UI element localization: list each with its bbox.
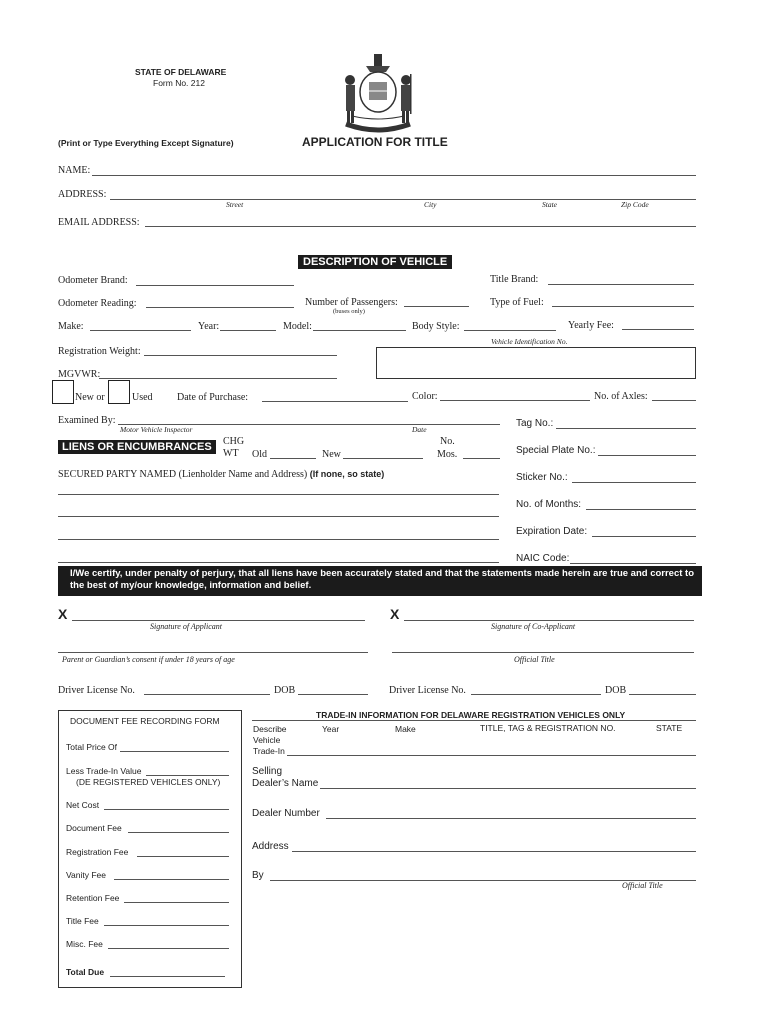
net-cost-label: Net Cost	[66, 800, 100, 810]
applicant-signature-line[interactable]	[72, 620, 365, 621]
naic-label: NAIC Code:	[516, 553, 570, 564]
by-label: By	[252, 870, 264, 881]
state-name: STATE OF DELAWARE	[135, 67, 227, 77]
odometer-brand-line[interactable]	[136, 285, 294, 286]
applicant-signature-caption: Signature of Applicant	[150, 622, 222, 631]
vanity-fee-line[interactable]	[114, 879, 229, 880]
secured-party-text: SECURED PARTY NAMED (Lienholder Name and Address)	[58, 469, 308, 480]
secured-party-label	[58, 469, 384, 480]
driver-license-label-1: Driver License No.	[58, 685, 135, 696]
passengers-label: Number of Passengers:	[305, 297, 398, 308]
dob-label-2: DOB	[605, 685, 627, 696]
new-checkbox[interactable]	[52, 380, 74, 404]
coapplicant-x-mark: X	[390, 606, 400, 622]
dob-label-1: DOB	[274, 685, 296, 696]
driver-license-line-2[interactable]	[471, 694, 601, 695]
official-title-line[interactable]	[392, 652, 694, 653]
buses-only-caption: (buses only)	[333, 308, 365, 315]
title-brand-label: Title Brand:	[490, 274, 539, 285]
total-price-line[interactable]	[120, 751, 229, 752]
name-label: NAME:	[58, 165, 91, 176]
describe-line-1: Describe	[253, 724, 287, 734]
color-label: Color:	[412, 391, 438, 402]
odometer-reading-line[interactable]	[146, 307, 294, 308]
official-title-caption: Official Title	[514, 655, 555, 664]
body-style-label: Body Style:	[412, 321, 460, 332]
if-none-text: (If none, so state)	[309, 469, 385, 479]
fuel-label: Type of Fuel:	[490, 297, 544, 308]
driver-license-label-2: Driver License No.	[389, 685, 466, 696]
examined-by-label: Examined By:	[58, 415, 116, 426]
naic-line[interactable]	[570, 563, 696, 564]
de-registered-caption: (DE REGISTERED VEHICLES ONLY)	[76, 777, 221, 787]
total-due-line[interactable]	[110, 976, 225, 977]
tradein-address-line[interactable]	[292, 851, 696, 852]
reg-weight-label: Registration Weight:	[58, 346, 141, 357]
certification-statement: I/We certify, under penalty of perjury, that all liens have been accurately stated and that the statements made herein are true and correct to the best of my/our knowledge, information and belief.	[58, 566, 702, 596]
yearly-fee-line[interactable]	[622, 329, 694, 330]
description-heading: DESCRIPTION OF VEHICLE	[298, 255, 452, 269]
tradein-title: TRADE-IN INFORMATION FOR DELAWARE REGISTRATION VEHICLES ONLY	[316, 710, 626, 720]
title-fee-label: Title Fee	[66, 916, 99, 926]
fee-form-title: DOCUMENT FEE RECORDING FORM	[70, 716, 220, 726]
coapplicant-signature-line[interactable]	[404, 620, 694, 621]
tradein-vehicle-line[interactable]	[287, 755, 696, 756]
mos-label: Mos.	[437, 449, 458, 460]
date-purchase-label: Date of Purchase:	[177, 392, 249, 403]
mos-line[interactable]	[463, 458, 500, 459]
form-title: APPLICATION FOR TITLE	[302, 135, 448, 149]
coapplicant-signature-caption: Signature of Co-Applicant	[491, 622, 576, 631]
expiration-label: Expiration Date:	[516, 526, 588, 537]
wt-label: WT	[223, 448, 239, 459]
axles-line[interactable]	[652, 400, 696, 401]
make-label: Make:	[58, 321, 84, 332]
axles-label: No. of Axles:	[594, 391, 648, 402]
form-number: Form No. 212	[153, 78, 205, 88]
applicant-x-mark: X	[58, 606, 68, 622]
reg-weight-line[interactable]	[144, 355, 337, 356]
make-line[interactable]	[90, 330, 191, 331]
less-tradein-label: Less Trade-In Value	[66, 766, 142, 776]
mgvwr-label: MGVWR:	[58, 369, 101, 380]
old-line[interactable]	[270, 458, 316, 459]
net-cost-line[interactable]	[104, 809, 229, 810]
chg-label: CHG	[223, 436, 245, 447]
zip-caption: Zip Code	[621, 200, 649, 209]
expiration-line[interactable]	[592, 536, 696, 537]
used-checkbox[interactable]	[108, 380, 130, 404]
registration-fee-label: Registration Fee	[66, 847, 129, 857]
state-seal-icon	[336, 50, 420, 134]
new-wt-line[interactable]	[343, 458, 423, 459]
tradein-state-header: STATE	[656, 723, 683, 733]
dealer-number-label: Dealer Number	[252, 808, 320, 819]
title-fee-line[interactable]	[104, 925, 229, 926]
misc-fee-label: Misc. Fee	[66, 939, 103, 949]
total-price-label: Total Price Of	[66, 742, 118, 752]
special-plate-line[interactable]	[598, 455, 696, 456]
old-label: Old	[252, 449, 267, 460]
tradein-top-rule	[252, 720, 696, 721]
registration-fee-line[interactable]	[137, 856, 229, 857]
describe-line-3: Trade-In	[253, 746, 285, 756]
vanity-fee-label: Vanity Fee	[66, 870, 107, 880]
document-fee-label: Document Fee	[66, 823, 122, 833]
title-brand-line[interactable]	[548, 284, 694, 285]
tradein-address-label: Address	[252, 841, 289, 852]
model-label: Model:	[283, 321, 312, 332]
document-fee-line[interactable]	[128, 832, 229, 833]
total-due-label: Total Due	[66, 967, 105, 977]
street-caption: Street	[226, 200, 244, 209]
vin-caption: Vehicle Identification No.	[491, 337, 568, 346]
describe-line-2: Vehicle	[253, 735, 281, 745]
new-wt-label: New	[322, 449, 341, 460]
retention-fee-line[interactable]	[124, 902, 229, 903]
retention-fee-label: Retention Fee	[66, 893, 120, 903]
parent-consent-caption: Parent or Guardian’s consent if under 18 years of age	[62, 655, 235, 664]
odometer-brand-label: Odometer Brand:	[58, 275, 128, 286]
body-style-line[interactable]	[464, 330, 556, 331]
used-label: Used	[132, 392, 153, 403]
mgvwr-line[interactable]	[99, 378, 337, 379]
sticker-line[interactable]	[572, 482, 696, 483]
driver-license-line-1[interactable]	[144, 694, 270, 695]
tradein-official-title-caption: Official Title	[622, 881, 663, 890]
tradein-year-header: Year	[322, 724, 340, 734]
year-line[interactable]	[220, 330, 276, 331]
dob-line-2[interactable]	[629, 694, 696, 695]
address-line[interactable]	[110, 199, 696, 200]
city-caption: City	[424, 200, 437, 209]
tag-no-line[interactable]	[556, 428, 696, 429]
lien-line-2[interactable]	[58, 516, 499, 517]
date-caption: Date	[412, 425, 427, 434]
state-caption: State	[542, 200, 557, 209]
print-instruction: (Print or Type Everything Except Signature)	[58, 138, 234, 148]
name-line[interactable]	[92, 175, 696, 176]
dob-line-1[interactable]	[298, 694, 368, 695]
parent-consent-line[interactable]	[58, 652, 368, 653]
color-line[interactable]	[440, 400, 590, 401]
dealers-name-label: Dealer’s Name	[252, 778, 319, 789]
email-line[interactable]	[145, 226, 696, 227]
misc-fee-line[interactable]	[108, 948, 229, 949]
address-label: ADDRESS:	[58, 189, 107, 200]
tag-no-label: Tag No.:	[516, 418, 554, 429]
less-tradein-line[interactable]	[146, 775, 229, 776]
inspector-caption: Motor Vehicle Inspector	[120, 425, 193, 434]
tradein-ttr-header: TITLE, TAG & REGISTRATION NO.	[480, 723, 616, 733]
months-line[interactable]	[586, 509, 696, 510]
months-label: No. of Months:	[516, 499, 582, 510]
selling-label: Selling	[252, 766, 283, 777]
yearly-fee-label: Yearly Fee:	[568, 320, 614, 331]
dealers-name-line[interactable]	[320, 788, 696, 789]
fuel-line[interactable]	[552, 306, 694, 307]
describe-vehicle-label	[253, 724, 287, 757]
dealer-number-line[interactable]	[326, 818, 696, 819]
passengers-line[interactable]	[404, 306, 469, 307]
odometer-reading-label: Odometer Reading:	[58, 298, 137, 309]
email-label: EMAIL ADDRESS:	[58, 217, 140, 228]
model-line[interactable]	[313, 330, 406, 331]
liens-heading: LIENS OR ENCUMBRANCES	[58, 440, 216, 454]
vin-box[interactable]	[376, 347, 696, 379]
lien-line-1[interactable]	[58, 494, 499, 495]
new-label: New or	[75, 392, 105, 403]
sticker-label: Sticker No.:	[516, 472, 568, 483]
year-label: Year:	[198, 321, 220, 332]
special-plate-label: Special Plate No.:	[516, 445, 596, 456]
lien-line-4[interactable]	[58, 562, 499, 563]
no-label: No.	[440, 436, 455, 447]
tradein-make-header: Make	[395, 724, 416, 734]
date-purchase-line[interactable]	[262, 401, 408, 402]
lien-line-3[interactable]	[58, 539, 499, 540]
